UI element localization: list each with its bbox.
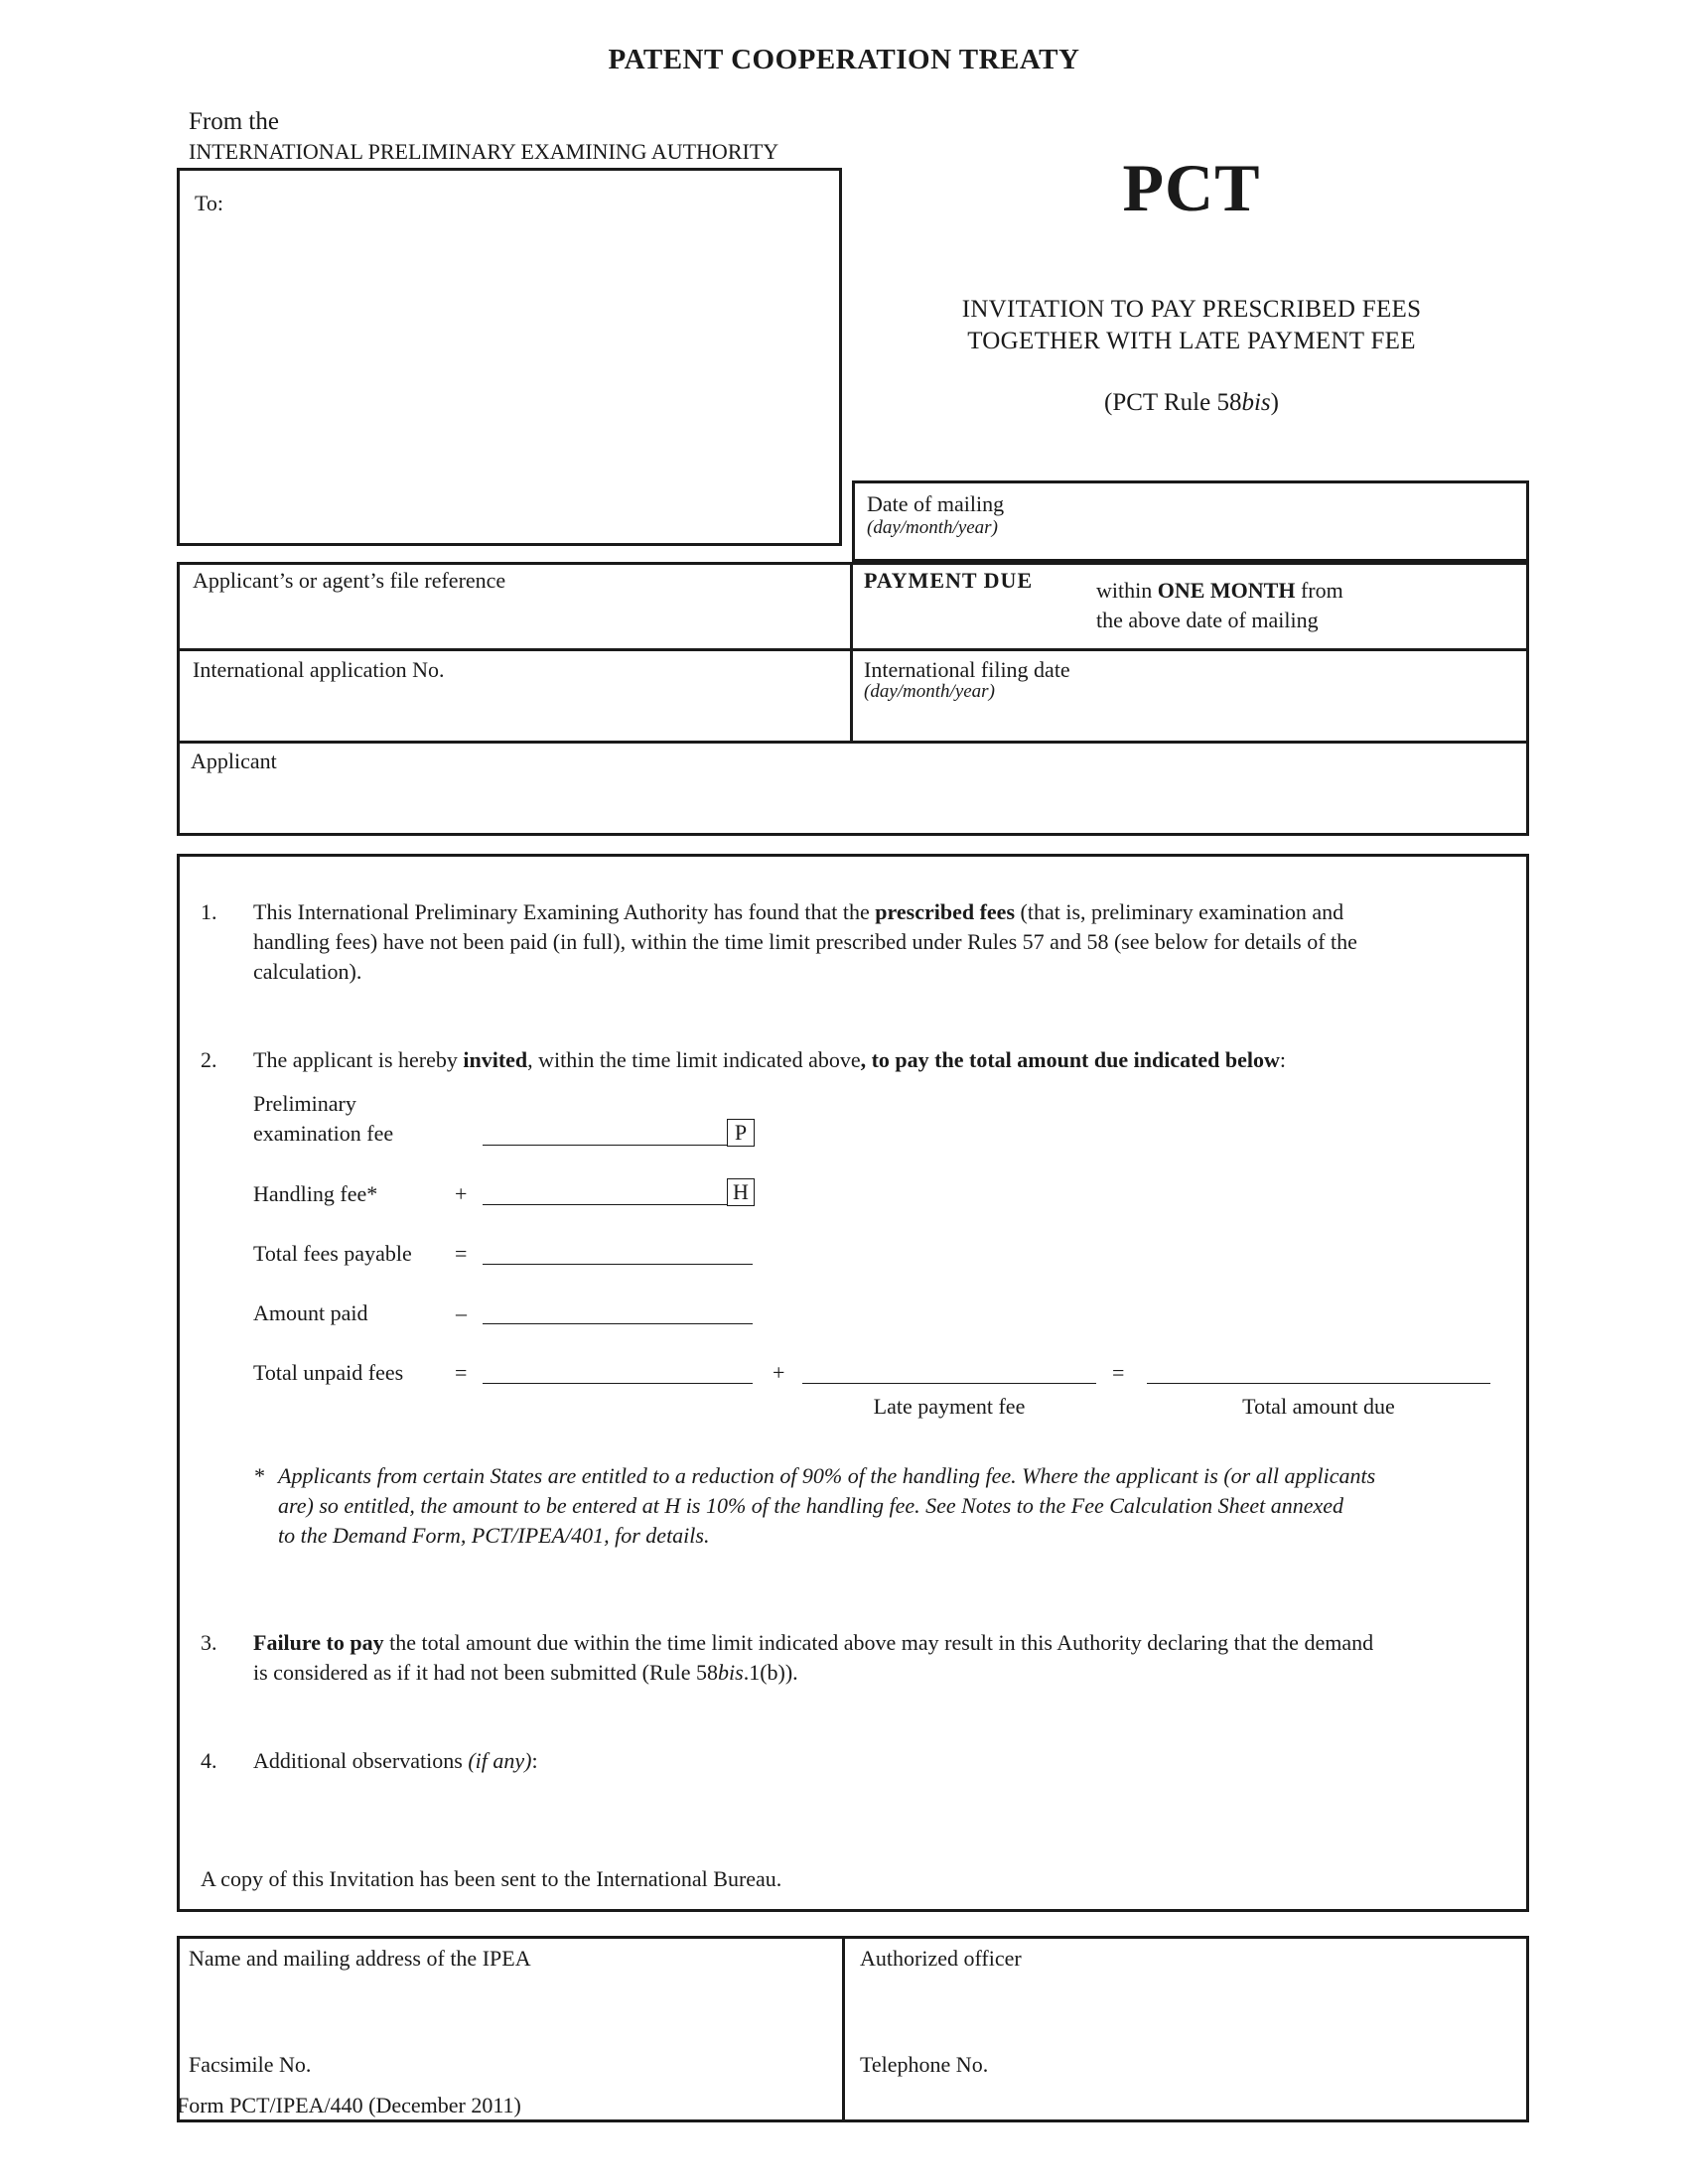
pct-logo: PCT [1122,150,1261,225]
payment-due-line2: the above date of mailing [1096,608,1319,632]
section-4-italic: (if any) [468,1748,532,1773]
grid-divider-1 [177,648,1529,651]
section-2-number: 2. [201,1047,217,1072]
rule-reference [874,389,1509,417]
section-3-line1 [253,1628,1499,1658]
section-2-bold1: invited [463,1047,528,1072]
facsimile-label: Facsimile No. [189,2052,312,2077]
section-2-mid: , within the time limit indicated above [527,1047,861,1072]
section-3-line2 [253,1658,1499,1688]
to-label: To: [195,191,224,215]
mailing-date-format: (day/month/year) [867,517,998,538]
document-title-line2: TOGETHER WITH LATE PAYMENT FEE [967,328,1416,354]
footnote-line2: are) so entitled, the amount to be entered at H is 10% of the handling fee. See Notes to the Fee Calculation Sheet annexed [278,1493,1344,1518]
copy-note: A copy of this Invitation has been sent to the International Bureau. [201,1866,782,1891]
p-box: P [727,1119,755,1147]
telephone-label: Telephone No. [860,2052,989,2077]
mailing-date-box[interactable] [852,480,1529,562]
payment-due-post: from [1295,578,1343,603]
section-3-number: 3. [201,1630,217,1655]
amount-paid-input[interactable] [483,1323,753,1324]
payment-due-text [1096,576,1343,606]
section-1-text [253,897,1499,987]
section-2-bold2: , to pay the total amount due indicated below [860,1047,1280,1072]
prelim-fee-label-line2: examination fee [253,1121,394,1146]
rule-reference-italic: bis [1241,389,1271,416]
section-1-line1-post: (that is, preliminary examination and [1015,899,1344,924]
payment-due-period: ONE MONTH [1157,578,1296,603]
section-1-line1-pre: This International Preliminary Examining Authority has found that the [253,899,876,924]
total-payable-input[interactable] [483,1264,753,1265]
rule-reference-prefix: (PCT Rule 58 [1104,389,1242,416]
document-title [874,294,1509,357]
applicant-label: Applicant [191,749,277,773]
section-1-line1 [253,897,1499,927]
footnote-line3: to the Demand Form, PCT/IPEA/401, for details. [278,1523,710,1548]
section-3-line2-italic: bis [718,1660,744,1685]
grid-divider-2 [177,741,1529,744]
footnote-text [278,1461,1499,1551]
mailing-date-label: Date of mailing [867,491,1005,516]
total-payable-label: Total fees payable [253,1241,412,1266]
section-3-line2-pre: is considered as if it had not been submitted (Rule 58 [253,1660,719,1685]
late-fee-plus: + [773,1360,785,1385]
section-2-post: : [1279,1047,1287,1072]
payment-due-label: PAYMENT DUE [864,568,1034,593]
authority-name: INTERNATIONAL PRELIMINARY EXAMINING AUTHORITY [189,139,779,164]
form-title: PATENT COOPERATION TREATY [608,44,1080,75]
section-1-line3: calculation). [253,959,362,984]
section-3-bold: Failure to pay [253,1630,384,1655]
authorized-officer-label: Authorized officer [860,1946,1022,1971]
section-1-line2: handling fees) have not been paid (in full), within the time limit prescribed under Rules 57 and 58 (see below for details of the [253,929,1357,954]
late-fee-caption: Late payment fee [873,1394,1026,1419]
intl-application-label: International application No. [193,657,445,682]
rule-reference-suffix: ) [1270,389,1279,416]
amount-paid-label: Amount paid [253,1300,368,1325]
section-3-text [253,1628,1499,1688]
grid-vertical-divider [850,562,853,743]
footnote-star: * [253,1463,264,1488]
h-box: H [727,1178,755,1206]
from-label: From the [189,108,279,135]
form-identifier: Form PCT/IPEA/440 (December 2011) [177,2093,521,2117]
section-3-line1-post: the total amount due within the time limit indicated above may result in this Authority declaring that the demand [383,1630,1374,1655]
late-fee-input[interactable] [802,1383,1096,1384]
ipea-address-field[interactable] [180,1976,839,2045]
prelim-fee-input[interactable] [483,1145,727,1146]
section-4-label: Additional observations [253,1748,469,1773]
total-unpaid-label: Total unpaid fees [253,1360,404,1385]
footer-vertical-divider [842,1936,845,2122]
file-reference-field[interactable] [180,596,847,645]
section-1-number: 1. [201,899,217,924]
handling-fee-input[interactable] [483,1204,727,1205]
section-4-number: 4. [201,1748,217,1773]
section-2-text [253,1045,1286,1075]
section-4-text [253,1746,538,1776]
authorized-officer-field[interactable] [846,1976,1525,2045]
footnote-line1: Applicants from certain States are entitled to a reduction of 90% of the handling fee. Where the applicant is (or all applicants [278,1463,1376,1488]
amount-paid-minus: – [456,1300,467,1325]
total-payable-equals: = [455,1241,468,1266]
filing-date-label: International filing date [864,657,1070,682]
total-due-caption: Total amount due [1242,1394,1395,1419]
section-3-line2-post: .1(b)). [743,1660,798,1685]
prelim-fee-label [253,1089,393,1149]
ipea-address-label: Name and mailing address of the IPEA [189,1946,531,1971]
address-box[interactable] [177,168,842,546]
section-4-colon: : [531,1748,538,1773]
filing-date-format: (day/month/year) [864,681,995,702]
section-1-line1-bold: prescribed fees [875,899,1016,924]
document-title-line1: INVITATION TO PAY PRESCRIBED FEES [961,296,1422,323]
section-2-pre: The applicant is hereby [253,1047,464,1072]
applicant-field[interactable] [180,776,1526,832]
total-unpaid-input[interactable] [483,1383,753,1384]
handling-fee-label: Handling fee* [253,1181,378,1206]
total-due-equals: = [1112,1360,1125,1385]
file-reference-label: Applicant’s or agent’s file reference [193,568,506,593]
prelim-fee-label-line1: Preliminary [253,1091,356,1116]
payment-due-pre: within [1096,578,1158,603]
intl-application-field[interactable] [180,685,847,739]
total-due-input[interactable] [1147,1383,1490,1384]
total-unpaid-equals: = [455,1360,468,1385]
observations-field[interactable] [253,1779,1499,1858]
handling-plus: + [455,1181,468,1206]
